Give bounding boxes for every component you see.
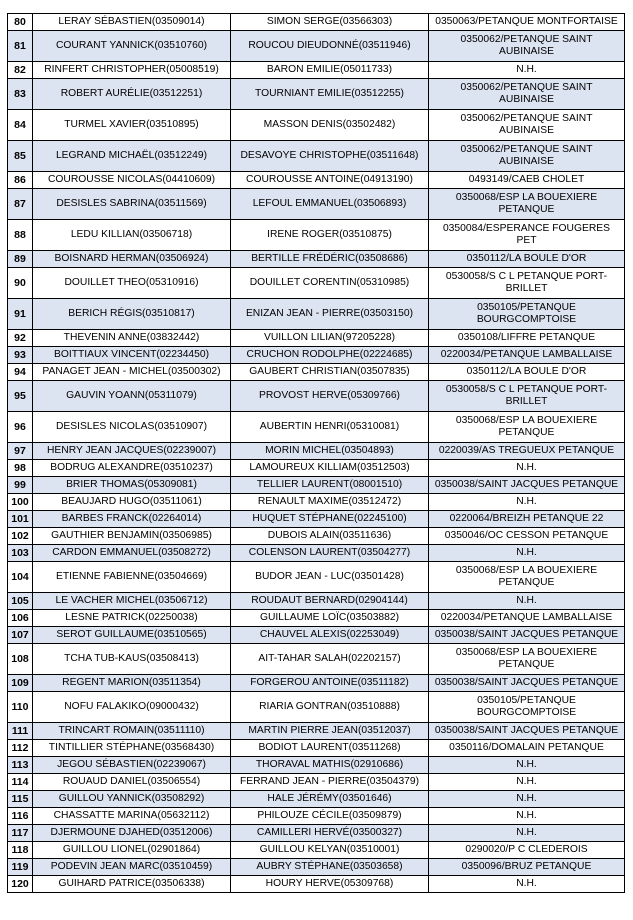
club-cell: N.H. [429, 593, 625, 610]
player-one-cell: BARBES FRANCK(02264014) [33, 511, 231, 528]
player-one-cell: GAUTHIER BENJAMIN(03506985) [33, 528, 231, 545]
row-number: 80 [8, 14, 33, 31]
player-two-cell: FERRAND JEAN - PIERRE(03504379) [231, 774, 429, 791]
table-row [8, 825, 625, 842]
player-one-cell: BOITTIAUX VINCENT(02234450) [33, 347, 231, 364]
player-two-cell: COLENSON LAURENT(03504277) [231, 545, 429, 562]
player-one-cell: BOISNARD HERMAN(03506924) [33, 251, 231, 268]
player-one-cell: LE VACHER MICHEL(03506712) [33, 593, 231, 610]
club-cell: 0350062/PETANQUE SAINT AUBINAISE [429, 110, 625, 141]
player-one-cell: DESISLES SABRINA(03511569) [33, 189, 231, 220]
player-one-cell: GUIHARD PATRICE(03506338) [33, 876, 231, 893]
player-one-cell: DJERMOUNE DJAHED(03512006) [33, 825, 231, 842]
row-number: 114 [8, 774, 33, 791]
club-cell: 0350096/BRUZ PETANQUE [429, 859, 625, 876]
player-two-cell: DESAVOYE CHRISTOPHE(03511648) [231, 141, 429, 172]
player-one-cell: DOUILLET THEO(05310916) [33, 268, 231, 299]
player-two-cell: CRUCHON RODOLPHE(02224685) [231, 347, 429, 364]
table-row [8, 562, 625, 593]
club-cell: N.H. [429, 808, 625, 825]
table-row [8, 791, 625, 808]
player-two-cell: DUBOIS ALAIN(03511636) [231, 528, 429, 545]
player-one-cell: ROBERT AURÉLIE(03512251) [33, 79, 231, 110]
club-cell: N.H. [429, 494, 625, 511]
row-number: 117 [8, 825, 33, 842]
table-row [8, 610, 625, 627]
row-number: 112 [8, 740, 33, 757]
table-row [8, 675, 625, 692]
club-cell: 0350068/ESP LA BOUEXIERE PETANQUE [429, 189, 625, 220]
table-row [8, 364, 625, 381]
player-two-cell: ROUCOU DIEUDONNÉ(03511946) [231, 31, 429, 62]
row-number: 119 [8, 859, 33, 876]
club-cell: 0350046/OC CESSON PETANQUE [429, 528, 625, 545]
player-one-cell: TURMEL XAVIER(03510895) [33, 110, 231, 141]
table-row [8, 545, 625, 562]
player-two-cell: BUDOR JEAN - LUC(03501428) [231, 562, 429, 593]
player-one-cell: BODRUG ALEXANDRE(03510237) [33, 460, 231, 477]
player-two-cell: MASSON DENIS(03502482) [231, 110, 429, 141]
table-row [8, 172, 625, 189]
row-number: 84 [8, 110, 33, 141]
player-one-cell: GAUVIN YOANN(05311079) [33, 381, 231, 412]
player-one-cell: REGENT MARION(03511354) [33, 675, 231, 692]
table-row [8, 347, 625, 364]
table-row [8, 740, 625, 757]
player-two-cell: CHAUVEL ALEXIS(02253049) [231, 627, 429, 644]
row-number: 109 [8, 675, 33, 692]
table-row [8, 189, 625, 220]
row-number: 105 [8, 593, 33, 610]
row-number: 113 [8, 757, 33, 774]
player-two-cell: BERTILLE FRÉDÉRIC(03508686) [231, 251, 429, 268]
player-one-cell: LESNE PATRICK(02250038) [33, 610, 231, 627]
player-one-cell: PANAGET JEAN - MICHEL(03500302) [33, 364, 231, 381]
player-two-cell: MARTIN PIERRE JEAN(03512037) [231, 723, 429, 740]
player-two-cell: THORAVAL MATHIS(02910686) [231, 757, 429, 774]
player-two-cell: GUILLOU KELYAN(03510001) [231, 842, 429, 859]
player-one-cell: ETIENNE FABIENNE(03504669) [33, 562, 231, 593]
player-two-cell: GUILLAUME LOÏC(03503882) [231, 610, 429, 627]
table-row [8, 460, 625, 477]
club-cell: 0350105/PETANQUE BOURGCOMPTOISE [429, 299, 625, 330]
club-cell: 0350038/SAINT JACQUES PETANQUE [429, 723, 625, 740]
player-one-cell: RINFERT CHRISTOPHER(05008519) [33, 62, 231, 79]
row-number: 86 [8, 172, 33, 189]
row-number: 103 [8, 545, 33, 562]
player-two-cell: RENAULT MAXIME(03512472) [231, 494, 429, 511]
table-row [8, 443, 625, 460]
club-cell: 0350084/ESPERANCE FOUGERES PET [429, 220, 625, 251]
player-one-cell: THEVENIN ANNE(03832442) [33, 330, 231, 347]
registration-table [7, 13, 625, 893]
row-number: 81 [8, 31, 33, 62]
player-two-cell: PHILOUZE CÉCILE(03509879) [231, 808, 429, 825]
club-cell: 0350038/SAINT JACQUES PETANQUE [429, 477, 625, 494]
table-row [8, 268, 625, 299]
club-cell: N.H. [429, 774, 625, 791]
player-one-cell: BEAUJARD HUGO(03511061) [33, 494, 231, 511]
club-cell: 0350068/ESP LA BOUEXIERE PETANQUE [429, 644, 625, 675]
row-number: 99 [8, 477, 33, 494]
row-number: 118 [8, 842, 33, 859]
player-one-cell: TRINCART ROMAIN(03511110) [33, 723, 231, 740]
player-one-cell: COUROUSSE NICOLAS(04410609) [33, 172, 231, 189]
row-number: 108 [8, 644, 33, 675]
row-number: 88 [8, 220, 33, 251]
club-cell: 0350112/LA BOULE D'OR [429, 364, 625, 381]
row-number: 89 [8, 251, 33, 268]
club-cell: 0350062/PETANQUE SAINT AUBINAISE [429, 141, 625, 172]
row-number: 82 [8, 62, 33, 79]
player-two-cell: PROVOST HERVE(05309766) [231, 381, 429, 412]
table-row [8, 842, 625, 859]
player-two-cell: HOURY HERVE(05309768) [231, 876, 429, 893]
club-cell: N.H. [429, 876, 625, 893]
player-one-cell: CHASSATTE MARINA(05632112) [33, 808, 231, 825]
row-number: 85 [8, 141, 33, 172]
table-row [8, 31, 625, 62]
row-number: 97 [8, 443, 33, 460]
club-cell: 0220034/PETANQUE LAMBALLAISE [429, 347, 625, 364]
player-two-cell: BARON EMILIE(05011733) [231, 62, 429, 79]
table-row [8, 220, 625, 251]
club-cell: 0220064/BREIZH PETANQUE 22 [429, 511, 625, 528]
table-row [8, 723, 625, 740]
table-row [8, 808, 625, 825]
player-two-cell: LAMOUREUX KILLIAM(03512503) [231, 460, 429, 477]
club-cell: N.H. [429, 757, 625, 774]
player-two-cell: IRENE ROGER(03510875) [231, 220, 429, 251]
player-one-cell: ROUAUD DANIEL(03506554) [33, 774, 231, 791]
row-number: 87 [8, 189, 33, 220]
table-row [8, 593, 625, 610]
player-two-cell: ENIZAN JEAN - PIERRE(03503150) [231, 299, 429, 330]
player-two-cell: AIT-TAHAR SALAH(02202157) [231, 644, 429, 675]
player-two-cell: CAMILLERI HERVÉ(03500327) [231, 825, 429, 842]
player-two-cell: ROUDAUT BERNARD(02904144) [231, 593, 429, 610]
club-cell: 0220039/AS TREGUEUX PETANQUE [429, 443, 625, 460]
club-cell: 0220034/PETANQUE LAMBALLAISE [429, 610, 625, 627]
club-cell: 0350038/SAINT JACQUES PETANQUE [429, 627, 625, 644]
club-cell: 0350062/PETANQUE SAINT AUBINAISE [429, 79, 625, 110]
player-one-cell: BERICH RÉGIS(03510817) [33, 299, 231, 330]
club-cell: 0493149/CAEB CHOLET [429, 172, 625, 189]
player-one-cell: BRIER THOMAS(05309081) [33, 477, 231, 494]
table-row [8, 511, 625, 528]
table-row [8, 251, 625, 268]
club-cell: 0530058/S C L PETANQUE PORT-BRILLET [429, 268, 625, 299]
row-number: 110 [8, 692, 33, 723]
club-cell: 0350068/ESP LA BOUEXIERE PETANQUE [429, 412, 625, 443]
player-two-cell: BODIOT LAURENT(03511268) [231, 740, 429, 757]
club-cell: 0530058/S C L PETANQUE PORT-BRILLET [429, 381, 625, 412]
player-one-cell: SEROT GUILLAUME(03510565) [33, 627, 231, 644]
club-cell: 0350108/LIFFRE PETANQUE [429, 330, 625, 347]
club-cell: N.H. [429, 460, 625, 477]
table-row [8, 79, 625, 110]
table-row [8, 774, 625, 791]
club-cell: 0350112/LA BOULE D'OR [429, 251, 625, 268]
row-number: 107 [8, 627, 33, 644]
player-one-cell: TCHA TUB-KAUS(03508413) [33, 644, 231, 675]
player-two-cell: COUROUSSE ANTOINE(04913190) [231, 172, 429, 189]
player-two-cell: TELLIER LAURENT(08001510) [231, 477, 429, 494]
row-number: 102 [8, 528, 33, 545]
row-number: 94 [8, 364, 33, 381]
club-cell: 0350062/PETANQUE SAINT AUBINAISE [429, 31, 625, 62]
table-row [8, 494, 625, 511]
player-one-cell: TINTILLIER STÉPHANE(03568430) [33, 740, 231, 757]
player-one-cell: GUILLOU LIONEL(02901864) [33, 842, 231, 859]
row-number: 120 [8, 876, 33, 893]
table-row [8, 381, 625, 412]
row-number: 91 [8, 299, 33, 330]
row-number: 106 [8, 610, 33, 627]
row-number: 83 [8, 79, 33, 110]
player-two-cell: RIARIA GONTRAN(03510888) [231, 692, 429, 723]
club-cell: N.H. [429, 791, 625, 808]
table-row [8, 859, 625, 876]
player-one-cell: LEGRAND MICHAËL(03512249) [33, 141, 231, 172]
player-two-cell: LEFOUL EMMANUEL(03506893) [231, 189, 429, 220]
player-one-cell: CARDON EMMANUEL(03508272) [33, 545, 231, 562]
row-number: 98 [8, 460, 33, 477]
table-row [8, 644, 625, 675]
player-one-cell: COURANT YANNICK(03510760) [33, 31, 231, 62]
player-one-cell: LEDU KILLIAN(03506718) [33, 220, 231, 251]
table-body [8, 14, 625, 893]
table-row [8, 412, 625, 443]
club-cell: 0350038/SAINT JACQUES PETANQUE [429, 675, 625, 692]
player-two-cell: AUBRY STÉPHANE(03503658) [231, 859, 429, 876]
table-row [8, 757, 625, 774]
row-number: 93 [8, 347, 33, 364]
player-two-cell: FORGEROU ANTOINE(03511182) [231, 675, 429, 692]
club-cell: 0290020/P C CLEDEROIS [429, 842, 625, 859]
player-one-cell: DESISLES NICOLAS(03510907) [33, 412, 231, 443]
club-cell: 0350068/ESP LA BOUEXIERE PETANQUE [429, 562, 625, 593]
player-two-cell: HALE JÉRÉMY(03501646) [231, 791, 429, 808]
table-row [8, 14, 625, 31]
player-one-cell: NOFU FALAKIKO(09000432) [33, 692, 231, 723]
table-row [8, 528, 625, 545]
table-row [8, 330, 625, 347]
club-cell: 0350105/PETANQUE BOURGCOMPTOISE [429, 692, 625, 723]
row-number: 100 [8, 494, 33, 511]
player-two-cell: HUQUET STÉPHANE(02245100) [231, 511, 429, 528]
club-cell: 0350116/DOMALAIN PETANQUE [429, 740, 625, 757]
club-cell: N.H. [429, 825, 625, 842]
row-number: 116 [8, 808, 33, 825]
table-row [8, 62, 625, 79]
row-number: 90 [8, 268, 33, 299]
club-cell: 0350063/PETANQUE MONTFORTAISE [429, 14, 625, 31]
row-number: 96 [8, 412, 33, 443]
table-row [8, 627, 625, 644]
row-number: 104 [8, 562, 33, 593]
club-cell: N.H. [429, 62, 625, 79]
player-two-cell: MORIN MICHEL(03504893) [231, 443, 429, 460]
player-one-cell: LERAY SÉBASTIEN(03509014) [33, 14, 231, 31]
player-two-cell: SIMON SERGE(03566303) [231, 14, 429, 31]
table-row [8, 141, 625, 172]
player-two-cell: GAUBERT CHRISTIAN(03507835) [231, 364, 429, 381]
row-number: 101 [8, 511, 33, 528]
row-number: 111 [8, 723, 33, 740]
player-one-cell: HENRY JEAN JACQUES(02239007) [33, 443, 231, 460]
table-row [8, 110, 625, 141]
row-number: 92 [8, 330, 33, 347]
table-row [8, 299, 625, 330]
player-two-cell: DOUILLET CORENTIN(05310985) [231, 268, 429, 299]
table-row [8, 477, 625, 494]
player-two-cell: AUBERTIN HENRI(05310081) [231, 412, 429, 443]
player-two-cell: VUILLON LILIAN(97205228) [231, 330, 429, 347]
player-one-cell: PODEVIN JEAN MARC(03510459) [33, 859, 231, 876]
row-number: 95 [8, 381, 33, 412]
player-one-cell: GUILLOU YANNICK(03508292) [33, 791, 231, 808]
table-row [8, 692, 625, 723]
player-one-cell: JEGOU SÉBASTIEN(02239067) [33, 757, 231, 774]
row-number: 115 [8, 791, 33, 808]
table-row [8, 876, 625, 893]
player-two-cell: TOURNIANT EMILIE(03512255) [231, 79, 429, 110]
club-cell: N.H. [429, 545, 625, 562]
